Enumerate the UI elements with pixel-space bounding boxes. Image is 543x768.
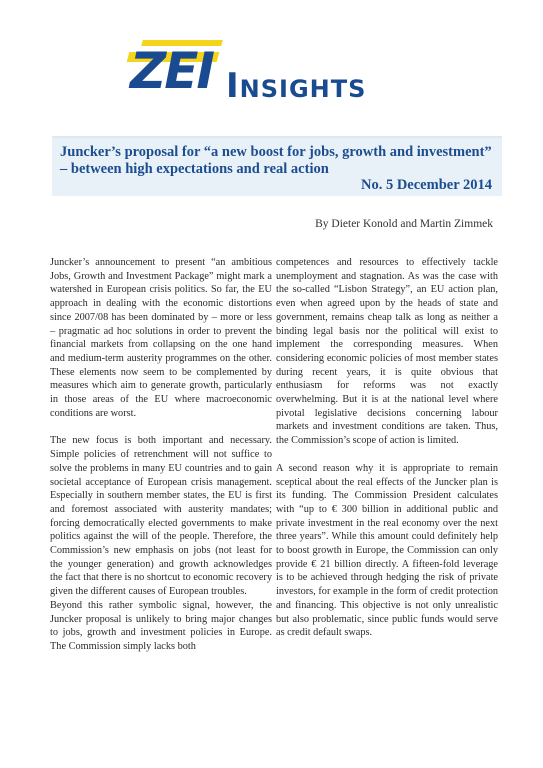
headline-box [52, 136, 502, 196]
headline-title: Juncker’s proposal for “a new boost for jobs, growth and investment” – between high expectations and real action [60, 144, 492, 177]
logo-brand: ZEI [130, 42, 214, 100]
paragraph: competences and resources to effectively tackle unemployment and stagnation. As was the case with the so-called “Lisbon Strategy”, an EU action plan, even when agreed upon by the heads of state and government, remains cheap talk as long as neither a binding legal basis nor the political will exist to implement the corresponding measures. When considering economic policies of most member states during recent years, it is quite obvious that enthusiasm for reforms was not exactly overwhelming. But it is at the national level where pivotal legislative decisions concerning labour markets and investment conditions are taken. Thus, the Commission’s scope of action is limited. [276, 257, 498, 447]
right-column [276, 256, 498, 654]
authors-line: By Dieter Konold and Martin Zimmek [315, 218, 493, 230]
left-column [50, 256, 272, 654]
paragraph: Beyond this rather symbolic signal, however, the Juncker proposal is unlikely to bring major changes to jobs, growth and investment policies in Europe. The Commission simply lacks both [50, 599, 272, 652]
paragraph: Juncker’s announcement to present “an ambitious Jobs, Growth and Investment Package” might mark a watershed in European crisis politics. So far, the EU approach in dealing with the economic distortions since 2007/08 has been dominated by – more or less – pragmatic ad hoc solutions in order to prevent the financial markets from collapsing on the one hand and medium-term austerity programmes on the other. These elements now seem to be complemented by measures which aim to generate growth, particularly in those areas of the EU where macroeconomic conditions are worst. [50, 257, 272, 419]
paragraph: A second reason why it is appropriate to remain sceptical about the real effects of the Juncker plan is its funding. The Commission President calculates with “up to € 300 billion in additional public and private investment in the real economy over the next three years”. While this amount could definitely help to boost growth in Europe, the Commission can only provide € 21 billion directly. A fifteen-fold leverage is to be achieved through hedging the risk of private investors, for example in the form of credit protection and financing. This objective is not only unrealistic but also problematic, since public funds would serve as credit default swaps. [276, 462, 498, 639]
issue-label: No. 5 December 2014 [360, 177, 492, 193]
zei-logo [118, 28, 438, 123]
paragraph: The new focus is both important and necessary. Simple policies of retrenchment will not suffice to solve the problems in many EU countries and to gain societal acceptance of European crisis management. Especially in southern member states, the EU is first and foremost associated with austerity mandates; forcing democratically elected governments to make politics against the will of the people. Therefore, the Commission’s new emphasis on jobs (not least for the younger generation) and growth acknowledges the fact that there is no shortcut to economic recovery given the different causes of European troubles. [50, 435, 272, 598]
logo-suffix: Insights [226, 66, 367, 106]
